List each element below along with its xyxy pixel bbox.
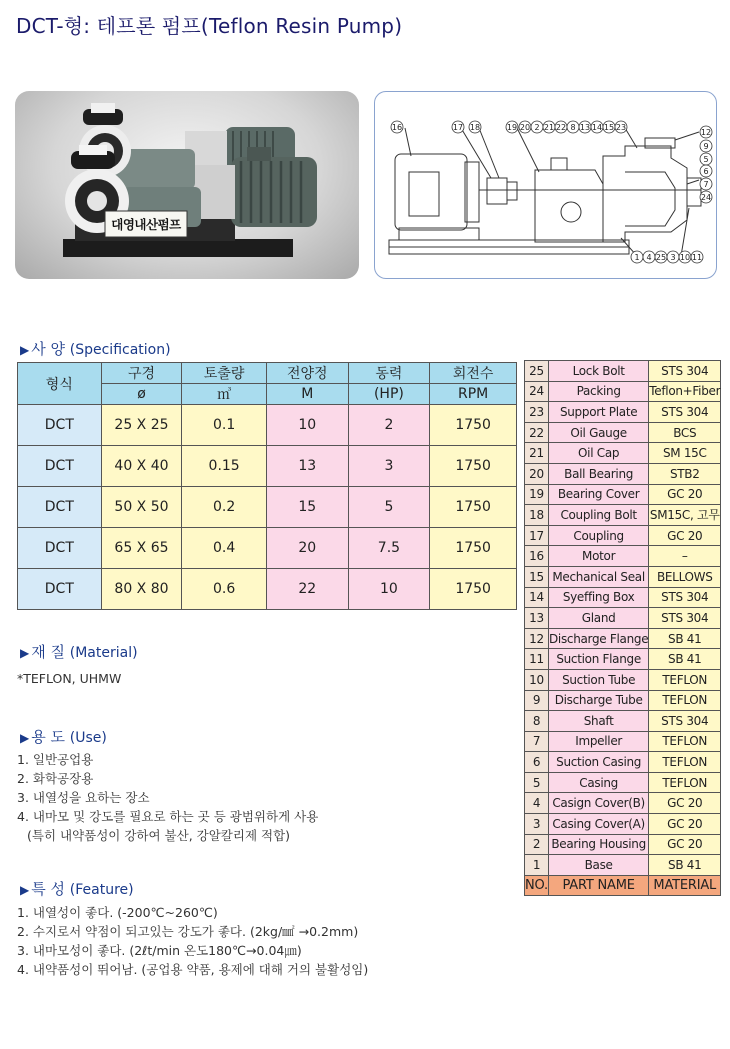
- table-row: [525, 463, 721, 484]
- svg-text:12: 12: [700, 128, 712, 137]
- svg-text:11: 11: [691, 253, 703, 262]
- parts-cell-material: SB 41: [649, 628, 721, 649]
- table-row: [525, 690, 721, 711]
- pump-photo-illustration: [15, 91, 359, 279]
- parts-cell-name: Impeller: [548, 731, 648, 752]
- table-row: [18, 405, 517, 446]
- svg-text:6: 6: [703, 167, 709, 176]
- table-row: [525, 814, 721, 835]
- table-row: [525, 546, 721, 567]
- parts-cell-material: TEFLON: [649, 669, 721, 690]
- spec-header-rpm: 회전수: [430, 363, 517, 384]
- parts-cell-name: Casign Cover(B): [548, 793, 648, 814]
- table-row: [525, 422, 721, 443]
- parts-cell-name: Coupling Bolt: [548, 505, 648, 526]
- parts-cell-name: Bearing Cover: [548, 484, 648, 505]
- spec-heading-ko: 사 양: [31, 340, 65, 358]
- spec-cell-power: 10: [348, 569, 430, 610]
- parts-cell-material: SM 15C: [649, 443, 721, 464]
- parts-cell-name: Gland: [548, 608, 648, 629]
- parts-footer-name: PART NAME: [548, 875, 648, 896]
- parts-cell-no: 7: [525, 731, 549, 752]
- parts-cell-material: –: [649, 546, 721, 567]
- spec-cell-size: 65 X 65: [101, 528, 182, 569]
- parts-cell-material: STB2: [649, 463, 721, 484]
- spec-cell-rpm: 1750: [430, 446, 517, 487]
- table-row: [18, 487, 517, 528]
- parts-cell-no: 6: [525, 752, 549, 773]
- parts-cell-no: 17: [525, 525, 549, 546]
- parts-cell-no: 3: [525, 814, 549, 835]
- spec-unit-rpm: RPM: [430, 384, 517, 405]
- parts-cell-material: SB 41: [649, 649, 721, 670]
- spec-unit-power: (HP): [348, 384, 430, 405]
- table-row: [18, 528, 517, 569]
- parts-cell-no: 22: [525, 422, 549, 443]
- table-row: [525, 711, 721, 732]
- spec-cell-size: 25 X 25: [101, 405, 182, 446]
- svg-text:19: 19: [506, 123, 518, 132]
- parts-cell-name: Motor: [548, 546, 648, 567]
- drawing-lines: [375, 92, 717, 279]
- list-item: 1. 내열성이 좋다. (-200℃~260℃): [17, 905, 218, 920]
- parts-cell-material: SB 41: [649, 855, 721, 876]
- material-text: *TEFLON, UHMW: [17, 671, 122, 686]
- spec-cell-power: 7.5: [348, 528, 430, 569]
- svg-text:9: 9: [703, 142, 709, 151]
- spec-cell-head: 10: [266, 405, 348, 446]
- list-item: 2. 화학공장용: [17, 771, 94, 786]
- svg-text:20: 20: [519, 123, 531, 132]
- parts-cell-no: 14: [525, 587, 549, 608]
- parts-cell-name: Oil Gauge: [548, 422, 648, 443]
- table-row: [525, 525, 721, 546]
- spec-cell-head: 20: [266, 528, 348, 569]
- table-row: [18, 569, 517, 610]
- list-item: (특히 내약품성이 강하여 불산, 강알칼리제 적합): [27, 828, 291, 843]
- parts-cell-name: Coupling: [548, 525, 648, 546]
- spec-cell-model: DCT: [18, 446, 102, 487]
- spec-header-model: 형식: [18, 363, 102, 405]
- parts-cell-no: 20: [525, 463, 549, 484]
- parts-cell-no: 21: [525, 443, 549, 464]
- parts-cell-no: 1: [525, 855, 549, 876]
- svg-text:10: 10: [679, 253, 691, 262]
- spec-cell-size: 40 X 40: [101, 446, 182, 487]
- parts-cell-no: 10: [525, 669, 549, 690]
- svg-text:15: 15: [603, 123, 615, 132]
- parts-cell-no: 24: [525, 381, 549, 402]
- parts-cell-material: GC 20: [649, 793, 721, 814]
- parts-cell-name: Casing: [548, 772, 648, 793]
- parts-cell-material: GC 20: [649, 525, 721, 546]
- parts-cell-material: GC 20: [649, 484, 721, 505]
- feature-list: [17, 903, 368, 979]
- parts-cell-name: Suction Casing: [548, 752, 648, 773]
- parts-cell-name: Support Plate: [548, 402, 648, 423]
- parts-cell-material: TEFLON: [649, 772, 721, 793]
- parts-cell-no: 15: [525, 566, 549, 587]
- list-item: 2. 수지로서 약점이 되고있는 강도가 좋다. (2kg/㎟ →0.2mm): [17, 924, 359, 939]
- svg-text:23: 23: [615, 123, 627, 132]
- spec-header-size: 구경: [101, 363, 182, 384]
- spec-cell-model: DCT: [18, 405, 102, 446]
- triangle-bullet-icon: ▶: [20, 646, 30, 660]
- parts-cell-name: Bearing Housing: [548, 834, 648, 855]
- table-row: [525, 402, 721, 423]
- spec-heading: [20, 338, 171, 359]
- parts-cell-no: 4: [525, 793, 549, 814]
- triangle-bullet-icon: ▶: [20, 883, 30, 897]
- pump-photo: [15, 91, 359, 279]
- triangle-bullet-icon: ▶: [20, 731, 30, 745]
- parts-cell-no: 19: [525, 484, 549, 505]
- spec-cell-flow: 0.4: [182, 528, 267, 569]
- spec-cell-head: 22: [266, 569, 348, 610]
- spec-cell-power: 5: [348, 487, 430, 528]
- table-row: [525, 505, 721, 526]
- svg-text:16: 16: [391, 123, 403, 132]
- feature-heading-ko: 특 성: [31, 880, 65, 898]
- parts-table-body: [525, 361, 721, 876]
- parts-cell-no: 9: [525, 690, 549, 711]
- parts-cell-name: Suction Tube: [548, 669, 648, 690]
- table-row: [525, 587, 721, 608]
- table-row: [525, 608, 721, 629]
- parts-cell-no: 16: [525, 546, 549, 567]
- feature-heading: [20, 878, 134, 899]
- parts-cell-name: Suction Flange: [548, 649, 648, 670]
- use-heading: [20, 726, 107, 747]
- spec-unit-flow: ㎥: [182, 384, 267, 405]
- parts-cell-name: Discharge Tube: [548, 690, 648, 711]
- list-item: 3. 내열성을 요하는 장소: [17, 790, 150, 805]
- feature-heading-en: (Feature): [69, 882, 134, 898]
- spec-header-power: 동력: [348, 363, 430, 384]
- parts-cell-material: Teflon+Fiber: [649, 381, 721, 402]
- parts-cell-material: TEFLON: [649, 690, 721, 711]
- list-item: 3. 내마모성이 좋다. (2ℓt/min 온도180℃→0.04㎛): [17, 943, 302, 958]
- list-item: 4. 내약품성이 뛰어남. (공업용 약품, 용제에 대해 거의 불활성임): [17, 962, 369, 977]
- material-heading: [20, 641, 138, 662]
- svg-text:24: 24: [700, 193, 712, 202]
- parts-cell-name: Discharge Flange: [548, 628, 648, 649]
- table-row: [525, 855, 721, 876]
- table-row: [525, 731, 721, 752]
- table-row: [525, 361, 721, 382]
- spec-header-flow: 토출량: [182, 363, 267, 384]
- parts-cell-no: 2: [525, 834, 549, 855]
- parts-cell-material: STS 304: [649, 587, 721, 608]
- svg-text:21: 21: [543, 123, 555, 132]
- table-row: [525, 772, 721, 793]
- table-row: [525, 834, 721, 855]
- spec-cell-rpm: 1750: [430, 569, 517, 610]
- spec-cell-flow: 0.15: [182, 446, 267, 487]
- table-row: [525, 649, 721, 670]
- list-item: 1. 일반공업용: [17, 752, 94, 767]
- parts-cell-name: Ball Bearing: [548, 463, 648, 484]
- spec-cell-size: 80 X 80: [101, 569, 182, 610]
- table-row: [525, 628, 721, 649]
- svg-text:18: 18: [469, 123, 481, 132]
- spec-cell-model: DCT: [18, 528, 102, 569]
- use-heading-ko: 용 도: [31, 728, 65, 746]
- parts-cell-name: Syeffing Box: [548, 587, 648, 608]
- svg-text:7: 7: [703, 180, 709, 189]
- use-list: [17, 750, 318, 845]
- spec-heading-en: (Specification): [69, 342, 171, 358]
- parts-cell-no: 11: [525, 649, 549, 670]
- pump-cross-section-drawing: [374, 91, 717, 279]
- material-heading-ko: 재 질: [31, 643, 65, 661]
- photo-nameplate-label: 대영내산펌프: [111, 217, 181, 232]
- spec-unit-head: M: [266, 384, 348, 405]
- parts-cell-material: TEFLON: [649, 731, 721, 752]
- svg-text:13: 13: [579, 123, 591, 132]
- table-row: [525, 752, 721, 773]
- parts-footer-material: MATERIAL: [649, 875, 721, 896]
- table-row: [525, 484, 721, 505]
- spec-cell-flow: 0.1: [182, 405, 267, 446]
- table-row: [525, 443, 721, 464]
- parts-cell-material: STS 304: [649, 402, 721, 423]
- parts-cell-no: 13: [525, 608, 549, 629]
- parts-cell-material: GC 20: [649, 834, 721, 855]
- spec-cell-head: 13: [266, 446, 348, 487]
- table-row: [18, 446, 517, 487]
- parts-cell-material: STS 304: [649, 608, 721, 629]
- parts-cell-material: TEFLON: [649, 752, 721, 773]
- parts-cell-no: 12: [525, 628, 549, 649]
- parts-cell-material: SM15C, 고무: [649, 505, 721, 526]
- spec-cell-flow: 0.2: [182, 487, 267, 528]
- spec-unit-size: ø: [101, 384, 182, 405]
- spec-cell-rpm: 1750: [430, 528, 517, 569]
- parts-cell-name: Casing Cover(A): [548, 814, 648, 835]
- spec-header-head: 전양정: [266, 363, 348, 384]
- parts-cell-no: 8: [525, 711, 549, 732]
- svg-text:4: 4: [646, 253, 652, 262]
- parts-cell-material: BCS: [649, 422, 721, 443]
- parts-cell-name: Shaft: [548, 711, 648, 732]
- parts-cell-material: STS 304: [649, 361, 721, 382]
- parts-cell-name: Base: [548, 855, 648, 876]
- spec-cell-rpm: 1750: [430, 405, 517, 446]
- parts-cell-name: Oil Cap: [548, 443, 648, 464]
- spec-cell-model: DCT: [18, 487, 102, 528]
- svg-text:25: 25: [655, 253, 667, 262]
- svg-text:14: 14: [591, 123, 603, 132]
- parts-footer-no: NO.: [525, 875, 549, 896]
- svg-text:1: 1: [634, 253, 640, 262]
- spec-cell-rpm: 1750: [430, 487, 517, 528]
- spec-cell-power: 3: [348, 446, 430, 487]
- table-row: [525, 793, 721, 814]
- parts-cell-material: BELLOWS: [649, 566, 721, 587]
- parts-cell-no: 18: [525, 505, 549, 526]
- table-row: [525, 669, 721, 690]
- parts-table: [524, 360, 721, 896]
- spec-cell-flow: 0.6: [182, 569, 267, 610]
- svg-text:5: 5: [703, 155, 709, 164]
- material-heading-en: (Material): [69, 645, 138, 661]
- svg-text:3: 3: [670, 253, 676, 262]
- spec-cell-model: DCT: [18, 569, 102, 610]
- spec-cell-size: 50 X 50: [101, 487, 182, 528]
- table-row: [525, 381, 721, 402]
- triangle-bullet-icon: ▶: [20, 343, 30, 357]
- list-item: 4. 내마모 및 강도를 필요로 하는 곳 등 광범위하게 사용: [17, 809, 319, 824]
- parts-cell-name: Mechanical Seal: [548, 566, 648, 587]
- spec-cell-head: 15: [266, 487, 348, 528]
- parts-cell-name: Lock Bolt: [548, 361, 648, 382]
- parts-cell-no: 23: [525, 402, 549, 423]
- svg-text:8: 8: [570, 123, 576, 132]
- parts-cell-material: STS 304: [649, 711, 721, 732]
- parts-cell-name: Packing: [548, 381, 648, 402]
- parts-table-footer: [525, 875, 721, 896]
- spec-table: [17, 362, 517, 610]
- use-heading-en: (Use): [69, 730, 107, 746]
- svg-text:2: 2: [534, 123, 540, 132]
- parts-cell-material: GC 20: [649, 814, 721, 835]
- page-title: DCT-형: 테프론 펌프(Teflon Resin Pump): [16, 14, 403, 38]
- parts-cell-no: 25: [525, 361, 549, 382]
- svg-text:17: 17: [452, 123, 464, 132]
- table-row: [525, 566, 721, 587]
- svg-text:22: 22: [555, 123, 567, 132]
- spec-header-row: [18, 363, 517, 384]
- parts-cell-no: 5: [525, 772, 549, 793]
- spec-cell-power: 2: [348, 405, 430, 446]
